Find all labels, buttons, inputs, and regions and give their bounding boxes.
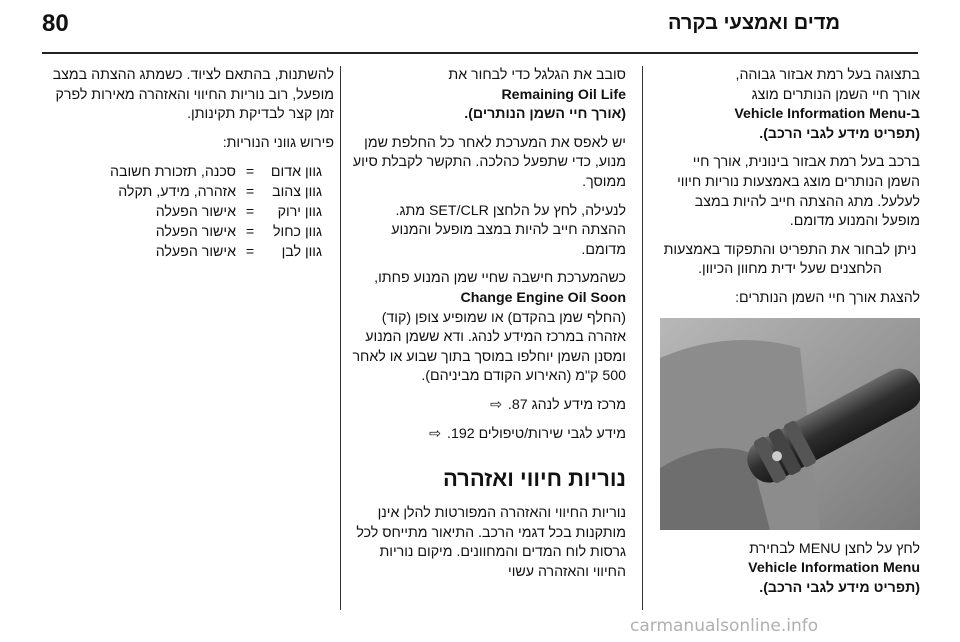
legend-row: גוון לבן = אישור הפעלה <box>155 244 322 261</box>
paragraph: לנעילה, לחץ על הלחצן SET/CLR מתג. ההצתה חייב להיות במצב מופעל והמנוע מדומם. <box>391 202 626 258</box>
page-header <box>0 0 960 56</box>
column-divider <box>642 66 643 610</box>
paragraph: לחץ על לחצן MENU לבחירת Vehicle Information Menu (תפריט מידע לגבי הרכב). <box>748 540 920 596</box>
turn-signal-lever-photo <box>660 318 920 530</box>
column-divider <box>340 66 341 610</box>
legend-row: גוון ירוק = אישור הפעלה <box>155 204 322 221</box>
cross-reference[interactable]: מידע לגבי שירות/טיפולים 192. ⇨ <box>352 425 626 445</box>
header-rule <box>42 52 918 54</box>
chapter-title: מדים ואמצעי בקרה <box>667 12 840 34</box>
page-number: 80 <box>42 10 69 37</box>
paragraph: סובב את הגלגל כדי לבחור את Remaining Oil Life (אורך חיי השמן הנותרים). <box>448 67 626 123</box>
legend-row: גוון אדום = סכנה, תזכורת חשובה <box>109 164 322 181</box>
watermark: carmanualsonline.info <box>630 616 819 636</box>
paragraph: להצגת אורך חיי השמן הנותרים: <box>735 289 920 306</box>
light-color-legend <box>42 162 334 262</box>
paragraph: ברכב בעל רמת אבזור בינונית, אורך חיי השמן הנותרים מוצג באמצעות נוריות חיווי לעלעל. מתג ההצתה חייב להיות במצב מופעל והמנוע מדומם. <box>677 154 920 230</box>
paragraph: כשהמערכת חישבה שחיי שמן המנוע פחתו, Change Engine Oil Soon (החלף שמן בהקדם) או שמופיע צופן (קוד) אזהרה במרכז המידע לנהג. ודא ששמן המנוע ומסנן השמן יוחלפו במוסך בתוך שבוע או לאחר 500 ק"מ (האירוע הקודם מביניהם). <box>352 270 626 385</box>
reference-arrow-icon: ⇨ <box>429 425 442 442</box>
legend-row: גוון צהוב = אזהרה, מידע, תקלה <box>118 184 322 201</box>
column-left <box>42 66 334 262</box>
section-heading: נוריות חיווי ואזהרה <box>442 466 626 492</box>
column-middle <box>352 66 626 591</box>
cross-reference[interactable]: מרכז מידע לנהג 87. ⇨ <box>352 396 626 416</box>
column-right <box>660 66 920 607</box>
paragraph: יש לאפס את המערכת לאחר כל החלפת שמן מנוע, כדי שתפעל כהלכה. התקשר לקבלת סיוע ממוסך. <box>352 134 626 190</box>
reference-arrow-icon: ⇨ <box>490 396 502 413</box>
paragraph: נוריות החיווי והאזהרה המפורטות להלן אינן מותקנות בכל דגמי הרכב. התיאור מתייחס לכל גרסות לוח המדים והמחוונים. מיקום נוריות החיווי והאזהרה עשוי <box>356 505 626 580</box>
paragraph: ניתן לבחור את התפריט והתפקוד באמצעות הלחצנים שעל ידית מחוון הכיוון. <box>663 241 917 278</box>
legend-row: גוון כחול = אישור הפעלה <box>155 224 322 241</box>
paragraph: פירוש גווני הנוריות: <box>222 134 334 151</box>
paragraph: להשתנות, בהתאם לציוד. כשמתג ההצתה במצב מופעל, רוב נוריות החיווי והאזהרה מאירות לפרק זמן קצר לבדיקת תקינותן. <box>52 67 334 123</box>
paragraph: בתצוגה בעל רמת אבזור גבוהה, אורך חיי השמן הנותרים מוצג ב-Vehicle Information Menu (תפריט מידע לגבי הרכב). <box>734 67 920 142</box>
